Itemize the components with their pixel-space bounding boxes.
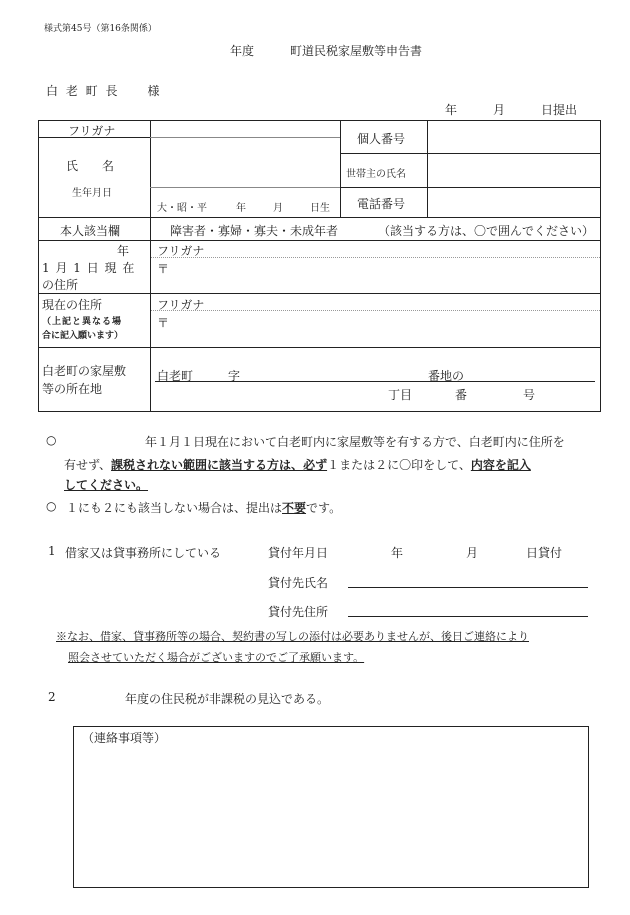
lessee-address-label: 貸付先住所 [268,605,329,619]
lessee-address-input[interactable] [348,599,588,615]
applicable-options[interactable]: 障害者・寡婦・寡夫・未成年者 [170,224,339,238]
property-town: 白老町 [157,369,194,383]
jan1-year[interactable]: 年 [117,244,130,258]
property-chome[interactable]: 丁目 [388,388,413,402]
jan1-furigana: フリガナ [157,244,205,258]
personal-number-input[interactable] [429,122,599,152]
jan1-postal-icon: 〒 [157,262,170,276]
household-head-input[interactable] [429,155,599,186]
era-options[interactable]: 大・昭・平 [157,203,207,214]
lease-month[interactable]: 月 [466,546,479,560]
bullet-1-text-a: 有せず、 [64,458,112,472]
birth-year[interactable]: 年 [236,203,246,214]
lease-note-line-2: 照会させていただく場合がございますのでご了承願います。 [68,651,365,664]
name-input[interactable] [152,139,340,186]
household-head-label: 世帯主の氏名 [346,169,406,180]
bullet-1-text-d: １または２に〇印をして、 [327,458,471,472]
current-postal-icon: 〒 [157,316,170,330]
bullet-1-line-2 [64,456,531,473]
bullet-2-text-a: １にも２にも該当しない場合は、提出は [66,501,283,515]
contact-box[interactable] [73,726,589,888]
section-1-number[interactable]: 1 [48,544,56,558]
addressee: 白 老 町 長 様 [46,84,162,98]
bullet-1-text-b: 課税されない範囲に該当する方は、 [111,458,304,472]
date-day[interactable]: 日提出 [541,103,578,117]
current-note-1: （上記と異なる場 [42,317,123,327]
property-aza[interactable]: 字 [228,369,241,383]
lease-day[interactable]: 日貸付 [526,546,563,560]
phone-input[interactable] [429,189,599,216]
contact-box-label: （連絡事項等） [82,731,167,745]
bullet-2-line [66,499,341,516]
name-label: 氏 名 [66,159,115,173]
date-year[interactable]: 年 [445,103,458,117]
section-1-label: 借家又は貸事務所にしている [65,546,222,560]
form-number: 様式第45号（第16条関係） [44,24,157,34]
lessee-name-label: 貸付先氏名 [268,576,329,590]
lease-note-line-1: ※なお、借家、貸事務所等の場合、契約書の写しの添付は必要ありませんが、後日ご連絡により [56,630,529,643]
bullet-2-mark: ○ [46,499,57,513]
bullet-1-text-e: 内容を記入 [470,458,531,472]
current-furigana: フリガナ [157,298,205,312]
date-month[interactable]: 月 [493,103,506,117]
lessee-name-input[interactable] [348,570,588,586]
jan1-address-input[interactable] [172,258,597,291]
property-label-1: 白老町の家屋敷 [42,364,127,378]
bullet-1-mark: ○ [46,433,57,447]
section-2-number[interactable]: 2 [48,690,56,704]
bullet-1-line-1: 年１月１日現在において白老町内に家屋敷等を有する方で、白老町内に住所を [145,435,565,449]
property-banchi[interactable]: 番地の [428,369,465,383]
applicable-note: （該当する方は、〇で囲んでください） [378,224,595,238]
furigana-label: フリガナ [68,124,116,138]
jan1-label: 1 月 1 日 現 在 [42,261,136,275]
furigana-input[interactable] [152,121,340,136]
property-ban[interactable]: 番 [455,388,468,402]
birth-day[interactable]: 日生 [310,203,330,214]
bullet-1-line-3: してください。 [64,478,149,492]
applicable-label: 本人該当欄 [60,224,121,238]
section-2-label: 年度の住民税が非課税の見込である。 [125,692,330,706]
current-address-input[interactable] [172,312,597,345]
current-address-label: 現在の住所 [42,298,103,312]
property-go[interactable]: 号 [523,388,536,402]
property-label-2: 等の所在地 [42,382,103,396]
bullet-2-text-b: 不要 [282,501,307,515]
lease-year[interactable]: 年 [391,546,404,560]
birth-label: 生年月日 [72,188,112,199]
jan1-label2: の住所 [42,278,79,292]
lease-date-label: 貸付年月日 [268,546,329,560]
page-title: 町道民税家屋敷等申告書 [290,44,423,58]
title-year: 年度 [230,44,255,58]
bullet-2-text-c: です。 [306,501,342,515]
current-note-2: 合に記入願います） [42,331,124,341]
birth-month[interactable]: 月 [273,203,283,214]
bullet-1-text-c: 必ず [303,458,328,472]
phone-label: 電話番号 [357,197,406,211]
personal-number-label: 個人番号 [357,132,406,146]
